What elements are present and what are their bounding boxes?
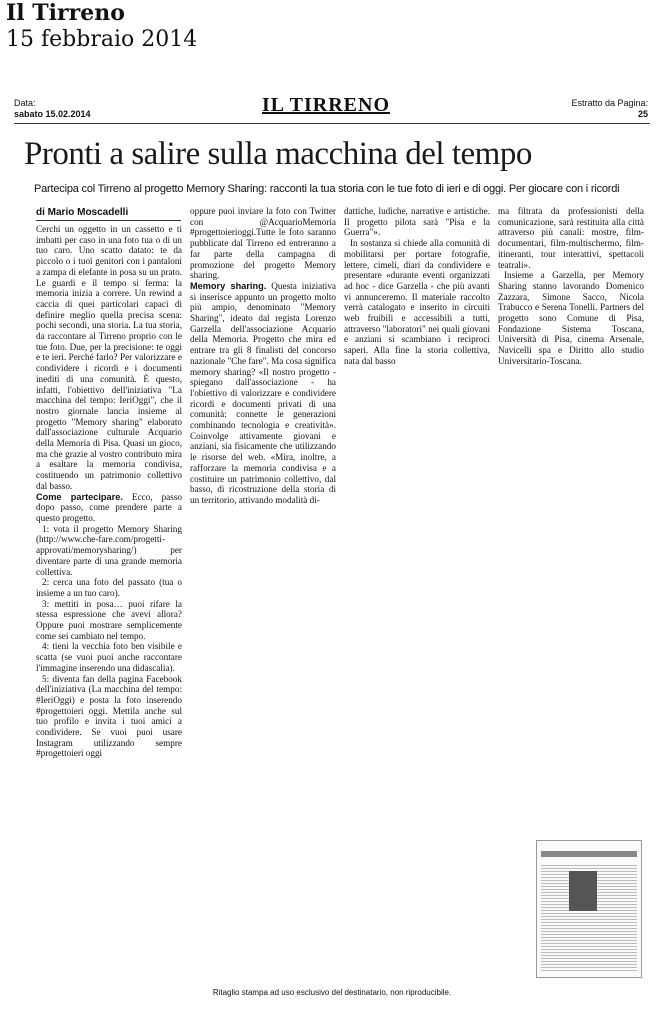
masthead: IL TIRRENO	[262, 94, 391, 116]
paragraph: Insieme a Garzella, per Memory Sharing stanno lavorando Domenico Zazzara, Simone Sacco, Nicola Trabucco e Serena Tonelli. Partners del progetto sono Comune di Pisa, Fondazione Sistema Toscana, Università di Pisa, cinema Arsenale, Navicelli spa e Diritto allo studio Universitario-Toscana.	[498, 270, 644, 366]
paragraph: dattiche, ludiche, narrative e artistiche. Il progetto pilota sarà "Pisa e la Guerra"».	[344, 206, 490, 238]
paragraph: Cerchi un oggetto in un cassetto e ti imbatti per caso in una foto tua o di un tuo caro. Uno scatto datato: te da piccolo o i tuoi genitori con i pantaloni a zampa di elefante in posa su un prato. Le guardi e il tempo si ferma: la memoria inizia a correre. Un rewind a caccia di quei particolari capaci di definire meglio quella precisa scena: pochi secondi, una storia. La tua storia, da raccontare al Tirreno proprio con le tue foto. Due, per la precisione: te oggi e te ieri. Perché farlo? Per valorizzare e condividere i ricordi e i documenti inediti di una comunità. È questo, infatti, l'obiettivo dell'iniziativa "La macchina del tempo: IeriOggi", che il nostro giornale lancia insieme al progetto "Memory sharing" elaborato dall'associazione culturale Acquario della Memoria di Pisa. Quasi un gioco, ma che grazie al vostro contributo mira a esaltare la memoria condivisa, costituendo un patrimonio collettivo dal basso.	[36, 224, 182, 491]
header-rule	[14, 123, 650, 124]
footer-disclaimer: Ritaglio stampa ad uso esclusivo del destinatario, non riproducibile.	[212, 988, 452, 997]
article-column-4	[498, 206, 644, 367]
paragraph: 5: diventa fan della pagina Facebook dell'iniziativa (La macchina del tempo: #IeriOggi) e posta la foto inserendo #progettoieri oggi. Mettila anche sul tuo profilo e invita i tuoi amici a condividere. Se vuoi puoi usare Instagram utilizzando sempre #progettoieri oggi	[36, 673, 182, 759]
paragraph: 4: tieni la vecchia foto ben visibile e scatta (se vuoi puoi anche raccontare l'immagine inserendo una didascalia).	[36, 641, 182, 673]
paragraph: 2: cerca una foto del passato (tua o insieme a un tuo caro).	[36, 577, 182, 598]
article-headline: Pronti a salire sulla macchina del tempo	[24, 136, 532, 172]
newspaper-title: Il Tirreno	[6, 0, 125, 26]
paragraph: ma filtrata da professionisti della comunicazione, sarà restituita alla città attraverso più canali: mostre, film-documentari, film-multischermo, film-itineranti, tour interattivi, spettacoli teatrali».	[498, 206, 644, 270]
page-thumbnail	[536, 840, 642, 978]
data-value: sabato 15.02.2014	[14, 109, 91, 119]
publication-date: 15 febbraio 2014	[6, 27, 198, 52]
paragraph: oppure puoi inviare la foto con Twitter con @AcquarioMemoria #progettoierioggi.Tutte le foto saranno pubblicate dal Tirreno ed entreranno a far parte della campagna di promozione del progetto Memory sharing.	[190, 206, 336, 281]
byline: di Mario Moscadelli	[36, 207, 129, 218]
page-number: 25	[637, 109, 648, 119]
byline-rule	[36, 220, 181, 221]
paragraph: 1: vota il progetto Memory Sharing (http://www.che-fare.com/progetti-approvati/memorysharing/) per diventare parte di una grande memoria collettiva.	[36, 523, 182, 577]
paragraph: 3: mettiti in posa… puoi rifare la stessa espressione che avevi allora? Oppure puoi mostrare semplicemente come sei cambiato nel tempo.	[36, 598, 182, 641]
paragraph: In sostanza si chiede alla comunità di mobilitarsi per portare fotografie, lettere, cimeli, diari da condividere e presentare «durante eventi organizzati ad hoc - dice Garzella - che più avanti vi annunceremo. Il materiale raccolto verrà catalogato e inserito in circuiti web fruibili e accessibili a tutti, attraverso "laboratori" nei quali giovani e anziani si scambiano i reciproci saperi. Alla fine la storia collettiva, nata dal basso	[344, 238, 490, 366]
article-column-1	[36, 224, 182, 759]
data-label: Data:	[14, 98, 36, 108]
thumbnail-headline-bar	[541, 851, 637, 857]
article-column-2	[190, 206, 336, 506]
article-subhead: Partecipa col Tirreno al progetto Memory Sharing: racconti la tua storia con le tue foto di ieri e di oggi. Per giocare con i ricordi	[34, 183, 620, 195]
thumbnail-photo	[569, 871, 597, 911]
article-column-3	[344, 206, 490, 367]
paragraph: Come partecipare. Ecco, passo dopo passo, come prendere parte a questo progetto.	[36, 491, 182, 523]
estratto-label: Estratto da Pagina:	[571, 98, 648, 108]
paragraph: Memory sharing. Questa iniziativa si inserisce appunto un progetto molto più ampio, denominato "Memory Sharing", ideato dal regista Lorenzo Garzella dell'associazione Acquario della Memoria. Progetto che mira ed entrare tra gli 8 finalisti del concorso nazionale "Che fare". Ma cosa significa memory sharing? «Il nostro progetto - spiegano dall'associazione - ha l'obiettivo di valorizzare e condividere ricordi e documenti privati di una comunità: connette le generazioni combinando tecnologia e creatività». Coinvolge attivamente giovani e anziani, sia fisicamente che utilizzando le risorse del web. «Mira, inoltre, a rafforzare la memoria condivisa e a costituire un patrimonio collettivo, dal basso, di ricostruzione della storia di un territorio, attivando modalità di-	[190, 280, 336, 505]
